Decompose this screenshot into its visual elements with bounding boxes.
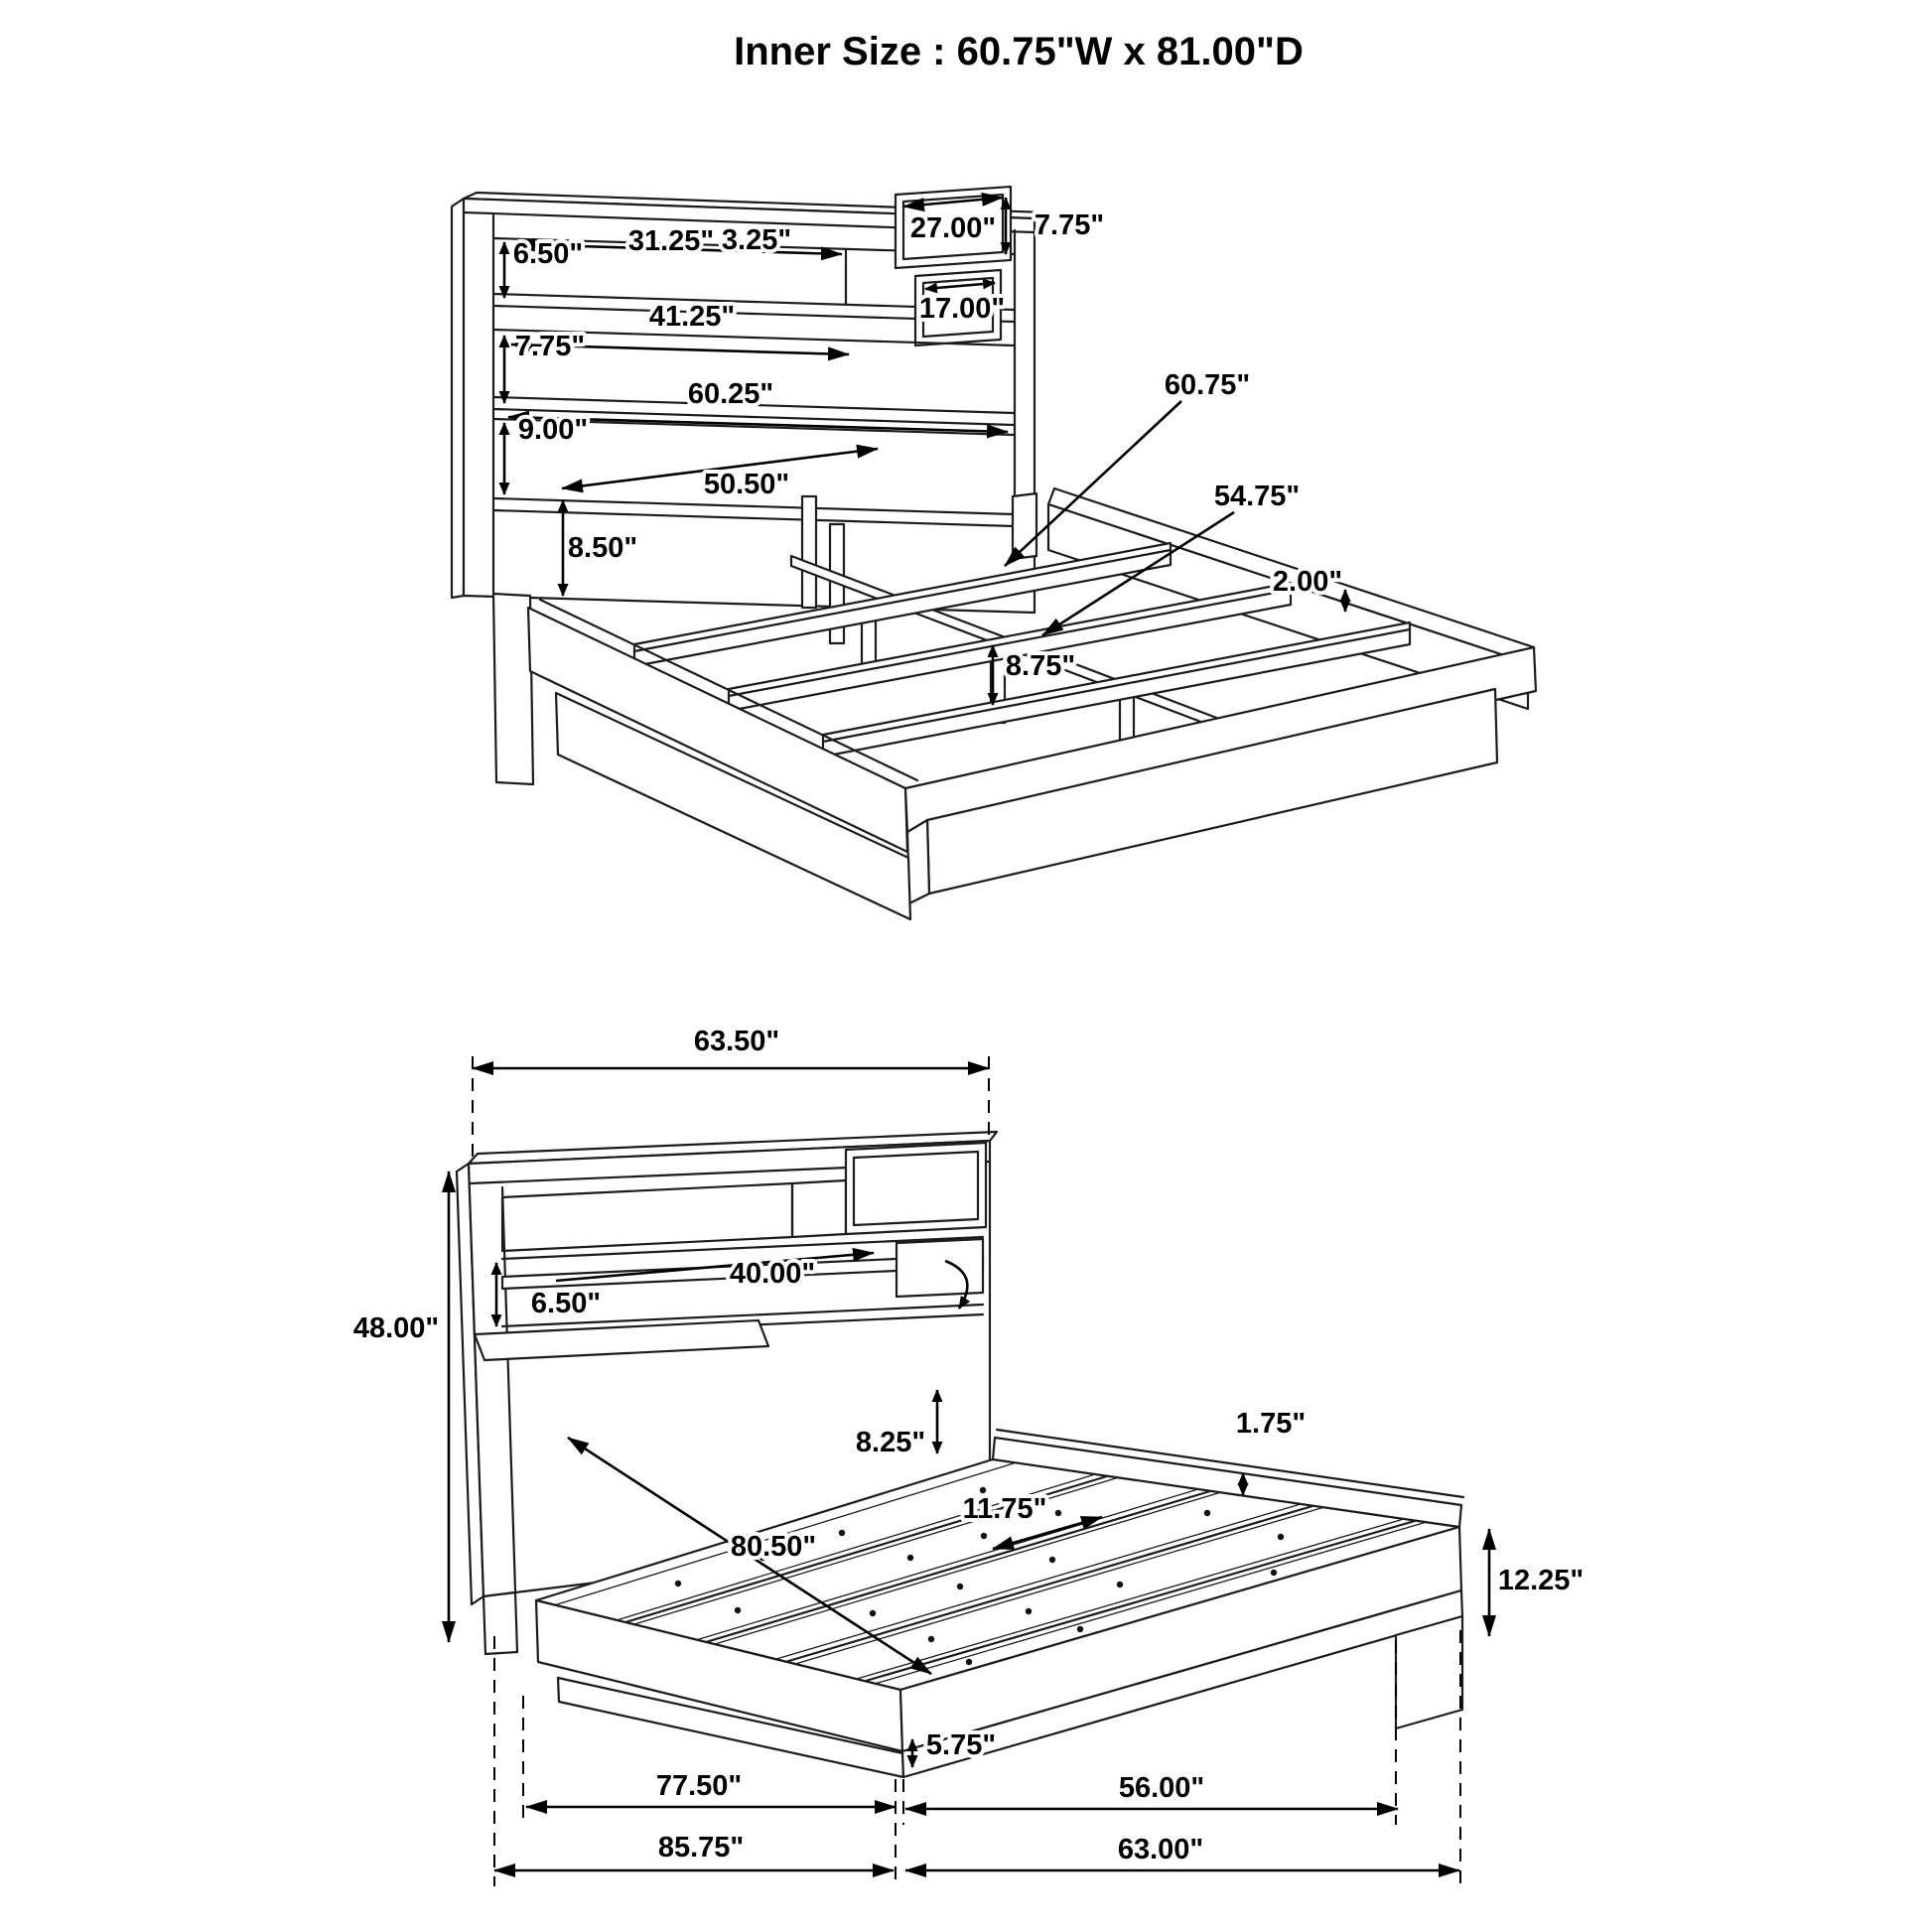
dim-mid-shelf-height: 7.75" bbox=[514, 331, 586, 362]
dim-panel-height: 8.50" bbox=[567, 532, 638, 564]
dim-panel-width: 50.50" bbox=[703, 469, 790, 500]
headboard-cubby-middle bbox=[897, 1239, 983, 1297]
dim-board-width: 60.25" bbox=[687, 378, 774, 410]
dim-side-rail-lip: 1.75" bbox=[1235, 1408, 1307, 1440]
platform-base-corner bbox=[1396, 1616, 1462, 1728]
dim-inner-width: 60.75" bbox=[1164, 369, 1251, 401]
dim-overall-width: 63.00" bbox=[1117, 1834, 1204, 1865]
dim-rail-lip: 2.00" bbox=[1272, 566, 1343, 598]
dim-overall-length: 85.75" bbox=[657, 1832, 745, 1863]
dim-headboard-height: 48.00" bbox=[352, 1312, 440, 1344]
dim-divider-width: 3.25" bbox=[721, 224, 792, 256]
dim-light-shelf-width: 40.00" bbox=[729, 1258, 816, 1290]
dim-base-height: 5.75" bbox=[925, 1729, 997, 1761]
headboard-left-leg bbox=[483, 1592, 517, 1654]
dim-rail-span: 54.75" bbox=[1213, 481, 1301, 512]
dim-deck-gap: 8.25" bbox=[855, 1427, 926, 1458]
dim-mid-shelf-width: 41.25" bbox=[648, 301, 736, 333]
dim-slat-spacing: 11.75" bbox=[962, 1493, 1047, 1525]
dim-platform-height: 12.25" bbox=[1497, 1565, 1585, 1596]
dim-headboard-width: 63.50" bbox=[693, 1026, 780, 1057]
dim-mid-cubby-width: 17.00" bbox=[918, 293, 1006, 325]
dim-shelf-height: 6.50" bbox=[512, 238, 584, 270]
dim-shelf-width: 31.25" bbox=[627, 225, 715, 257]
headboard-left-leg bbox=[493, 594, 533, 784]
dim-platform-length: 77.50" bbox=[655, 1770, 743, 1802]
dim-shelf-height-bottom: 6.50" bbox=[530, 1288, 602, 1319]
dim-cubby-height: 7.75" bbox=[1034, 209, 1105, 241]
dim-board-height: 9.00" bbox=[517, 414, 589, 446]
dim-inner-length: 80.50" bbox=[730, 1531, 817, 1563]
dim-rail-depth: 8.75" bbox=[1005, 650, 1076, 682]
dim-platform-width: 56.00" bbox=[1118, 1772, 1205, 1804]
dim-cubby-width: 27.00" bbox=[909, 212, 997, 244]
page-title: Inner Size : 60.75"W x 81.00"D bbox=[734, 30, 1304, 73]
